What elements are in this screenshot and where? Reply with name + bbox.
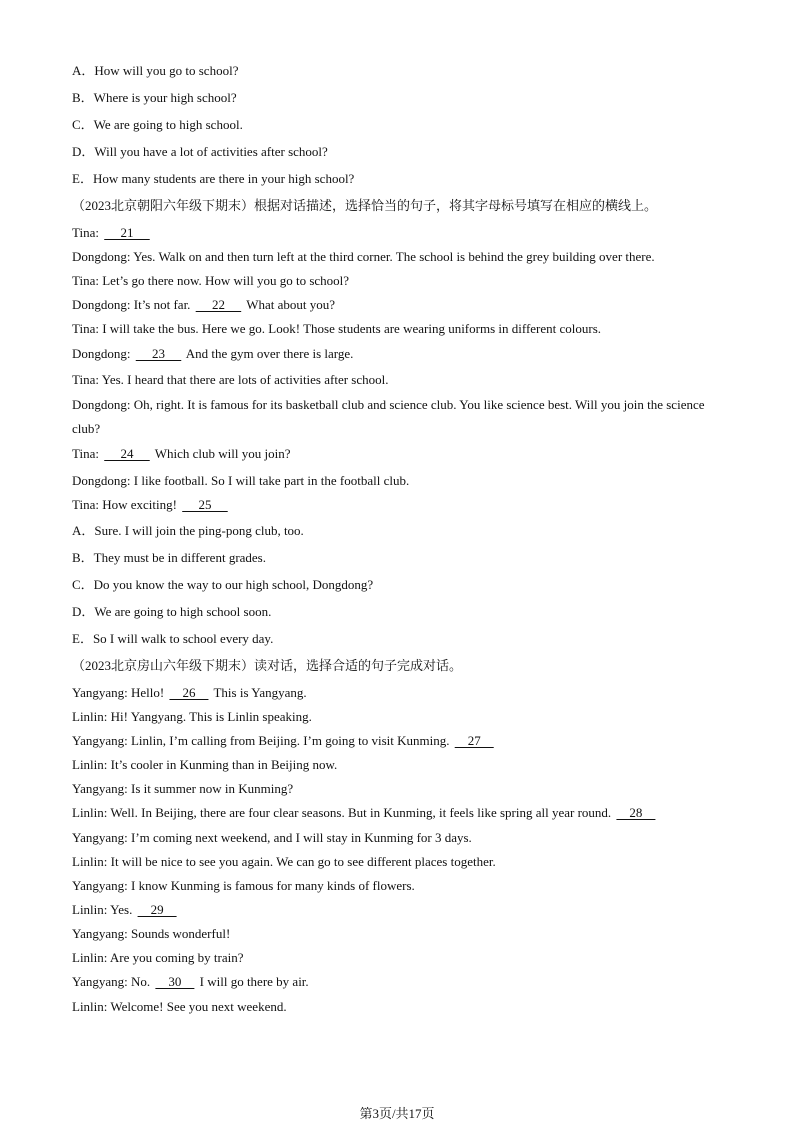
dialogue-line: Dongdong: Yes. Walk on and then turn left at the third corner. The school is behind the grey building over there. [72, 249, 655, 264]
dialogue-line: Tina: Yes. I heard that there are lots of activities after school. [72, 372, 389, 387]
dialogue-line: Linlin: Welcome! See you next weekend. [72, 999, 287, 1014]
option-a: A．How will you go to school? [72, 63, 239, 78]
answer-blank-22: 22 [195, 297, 242, 312]
option-e: E．How many students are there in your high school? [72, 171, 355, 186]
dialogue-line [72, 346, 732, 362]
speaker-text: Dongdong: [72, 346, 134, 361]
dialogue-line: Linlin: Are you coming by train? [72, 950, 244, 965]
speaker-text: Linlin: Well. In Beijing, there are four clear seasons. But in Kunming, it feels like spring all year round. [72, 805, 615, 820]
dialogue-line: Dongdong: I like football. So I will take part in the football club. [72, 473, 410, 488]
dialogue-text: Which club will you join? [151, 446, 291, 461]
speaker-text: Yangyang: No. [72, 974, 154, 989]
dialogue-line [72, 805, 732, 821]
answer-blank-21: 21 [104, 225, 150, 240]
option-c: C．Do you know the way to our high school, Dongdong? [72, 577, 374, 592]
dialogue-line [72, 733, 732, 749]
speaker-text: Yangyang: Hello! [72, 685, 168, 700]
answer-blank-25: 25 [182, 497, 228, 512]
dialogue-line [72, 685, 732, 701]
dialogue-line: Yangyang: Sounds wonderful! [72, 926, 231, 941]
option-d: D．We are going to high school soon. [72, 604, 272, 619]
dialogue-line: Tina: Let’s go there now. How will you go to school? [72, 273, 350, 288]
speaker-text: Dongdong: It’s not far. [72, 297, 194, 312]
dialogue-text: And the gym over there is large. [183, 346, 354, 361]
dialogue-line: Dongdong: Oh, right. It is famous for its basketball club and science club. You like science best. Will you join the science club? [72, 397, 705, 436]
option-b: B．Where is your high school? [72, 90, 237, 105]
dialogue-line [72, 446, 732, 462]
answer-blank-26: 26 [169, 685, 209, 700]
answer-blank-23: 23 [135, 346, 182, 361]
speaker-text: Tina: [72, 225, 103, 240]
answer-blank-28: 28 [616, 805, 656, 820]
option-e: E．So I will walk to school every day. [72, 631, 274, 646]
dialogue-line [72, 902, 732, 918]
page-number: 第3页/共17页 [359, 1106, 435, 1121]
section-heading: （2023北京房山六年级下期末）读对话，选择合适的句子完成对话。 [72, 658, 463, 673]
section-heading: （2023北京朝阳六年级下期末）根据对话描述，选择恰当的句子，将其字母标号填写在相应的横线上。 [72, 198, 658, 213]
dialogue-text: What about you? [243, 297, 336, 312]
answer-blank-27: 27 [454, 733, 494, 748]
dialogue-line [72, 497, 732, 513]
dialogue-line [72, 974, 732, 990]
dialogue-line: Yangyang: I’m coming next weekend, and I will stay in Kunming for 3 days. [72, 830, 472, 845]
option-a: A．Sure. I will join the ping-pong club, too. [72, 523, 304, 538]
dialogue-line: Yangyang: Is it summer now in Kunming? [72, 781, 294, 796]
dialogue-text: I will go there by air. [196, 974, 309, 989]
option-c: C．We are going to high school. [72, 117, 243, 132]
dialogue-line: Yangyang: I know Kunming is famous for many kinds of flowers. [72, 878, 415, 893]
dialogue-line [72, 297, 732, 313]
speaker-text: Yangyang: Linlin, I’m calling from Beijing. I’m going to visit Kunming. [72, 733, 453, 748]
dialogue-line: Linlin: It’s cooler in Kunming than in Beijing now. [72, 757, 338, 772]
dialogue-line: Linlin: It will be nice to see you again. We can go to see different places together. [72, 854, 496, 869]
speaker-text: Tina: [72, 446, 103, 461]
answer-blank-24: 24 [104, 446, 150, 461]
option-d: D．Will you have a lot of activities after school? [72, 144, 328, 159]
speaker-text: Linlin: Yes. [72, 902, 136, 917]
dialogue-line: Tina: I will take the bus. Here we go. Look! Those students are wearing uniforms in different colours. [72, 321, 602, 336]
answer-blank-30: 30 [155, 974, 195, 989]
answer-blank-29: 29 [137, 902, 177, 917]
dialogue-text: This is Yangyang. [210, 685, 307, 700]
option-b: B．They must be in different grades. [72, 550, 266, 565]
speaker-text: Tina: How exciting! [72, 497, 181, 512]
dialogue-line: Linlin: Hi! Yangyang. This is Linlin speaking. [72, 709, 312, 724]
dialogue-line [72, 225, 732, 241]
